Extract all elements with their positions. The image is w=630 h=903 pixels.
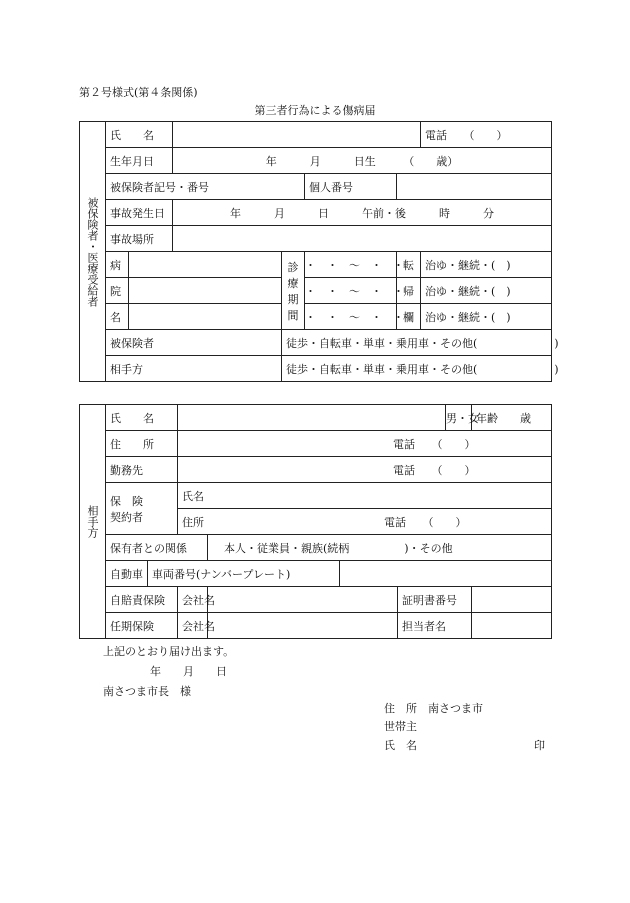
hospital-field[interactable] [129,252,282,278]
applicant-address-label: 住 所 [384,702,417,715]
car-label: 自動車 [106,561,148,587]
cali-company-field[interactable] [208,587,398,613]
plate-label: 車両番号(ナンバープレート) [148,561,340,587]
opponent-side-label: 相手方 [80,405,106,639]
opp-name-field[interactable] [178,405,446,431]
accident-date-field[interactable]: 年 月 日 午前・後 時 分 [173,200,552,226]
company-label: 会社名 [178,613,208,639]
accident-date-label: 事故発生日 [106,200,173,226]
treatment-period-field[interactable]: ・ ・ 〜 ・ ・ [305,304,397,330]
transfer-field[interactable]: 治ゆ・継続・( ) [421,304,552,330]
birth-field[interactable]: 年 月 日生 （ 歳） [173,148,552,174]
workplace-tel[interactable]: 電話 （ ） [178,457,552,483]
name-label: 氏 名 [106,122,173,148]
transfer-char: 欄 [397,304,421,330]
voluntary-company-field[interactable] [208,613,398,639]
policyholder-label: 保 険 契約者 [106,483,178,535]
hospital-char: 名 [106,304,129,330]
form-title: 第三者行為による傷病届 [254,104,376,117]
opp-address-tel[interactable]: 電話 （ ） [178,431,552,457]
policyholder-address[interactable]: 住所 電話 （ ） [178,509,552,535]
birth-label: 生年月日 [106,148,173,174]
insured-person-table [79,121,559,382]
transfer-char: 転 [397,252,421,278]
opp-name-label: 氏 名 [106,405,178,431]
householder-label: 世帯主 [384,720,417,733]
company-label: 会社名 [178,587,208,613]
opponent-table [79,404,552,639]
opponent-transport-field[interactable]: 徒歩・自転車・単車・乗用車・その他( ) [282,356,552,382]
insured-tel[interactable]: 電話 （ ） [421,122,552,148]
treatment-period-field[interactable]: ・ ・ 〜 ・ ・ [305,252,397,278]
workplace-label: 勤務先 [106,457,178,483]
insured-transport-field[interactable]: 徒歩・自転車・単車・乗用車・その他( ) [282,330,552,356]
cert-no-label: 証明書番号 [398,587,472,613]
transfer-field[interactable]: 治ゆ・継続・( ) [421,278,552,304]
insured-name-field[interactable] [173,122,421,148]
relation-label: 保有者との関係 [106,535,208,561]
applicant-name-label: 氏 名 [384,739,417,752]
person-field[interactable] [472,613,552,639]
statement: 上記のとおり届け出ます。 [103,645,235,658]
hospital-field[interactable] [129,278,282,304]
hospital-char: 病 [106,252,129,278]
applicant-address[interactable]: 南さつま市 [428,702,483,715]
my-number-field[interactable] [397,174,552,200]
form-number: 第２号様式(第４条関係) [79,86,198,99]
plate-field[interactable] [340,561,552,587]
accident-place-field[interactable] [173,226,552,252]
accident-place-label: 事故場所 [106,226,173,252]
person-label: 担当者名 [398,613,472,639]
voluntary-label: 任期保険 [106,613,178,639]
hospital-char: 院 [106,278,129,304]
opponent-transport-label: 相手方 [106,356,282,382]
insured-side-label: 被保険者・医療受給者 [80,122,106,382]
addressee: 南さつま市長 様 [103,685,191,698]
treatment-period-label: 診 療 期 間 [282,252,305,330]
treatment-period-field[interactable]: ・ ・ 〜 ・ ・ [305,278,397,304]
transfer-field[interactable]: 治ゆ・継続・( ) [421,252,552,278]
insured-number-label: 被保険者記号・番号 [106,174,305,200]
cali-label: 自賠責保険 [106,587,178,613]
opp-address-label: 住 所 [106,431,178,457]
cert-no-field[interactable] [472,587,552,613]
my-number-label: 個人番号 [305,174,397,200]
insured-transport-label: 被保険者 [106,330,282,356]
hospital-field[interactable] [129,304,282,330]
transfer-char: 帰 [397,278,421,304]
seal-mark: 印 [534,739,545,752]
gender-field[interactable]: 男・女 [446,405,472,431]
relation-field[interactable]: 本人・従業員・親族(続柄 )・その他 [208,535,552,561]
submit-date[interactable]: 年 月 日 [150,665,227,678]
policyholder-name[interactable]: 氏名 [178,483,552,509]
age-field[interactable]: 年齢 歳 [472,405,552,431]
